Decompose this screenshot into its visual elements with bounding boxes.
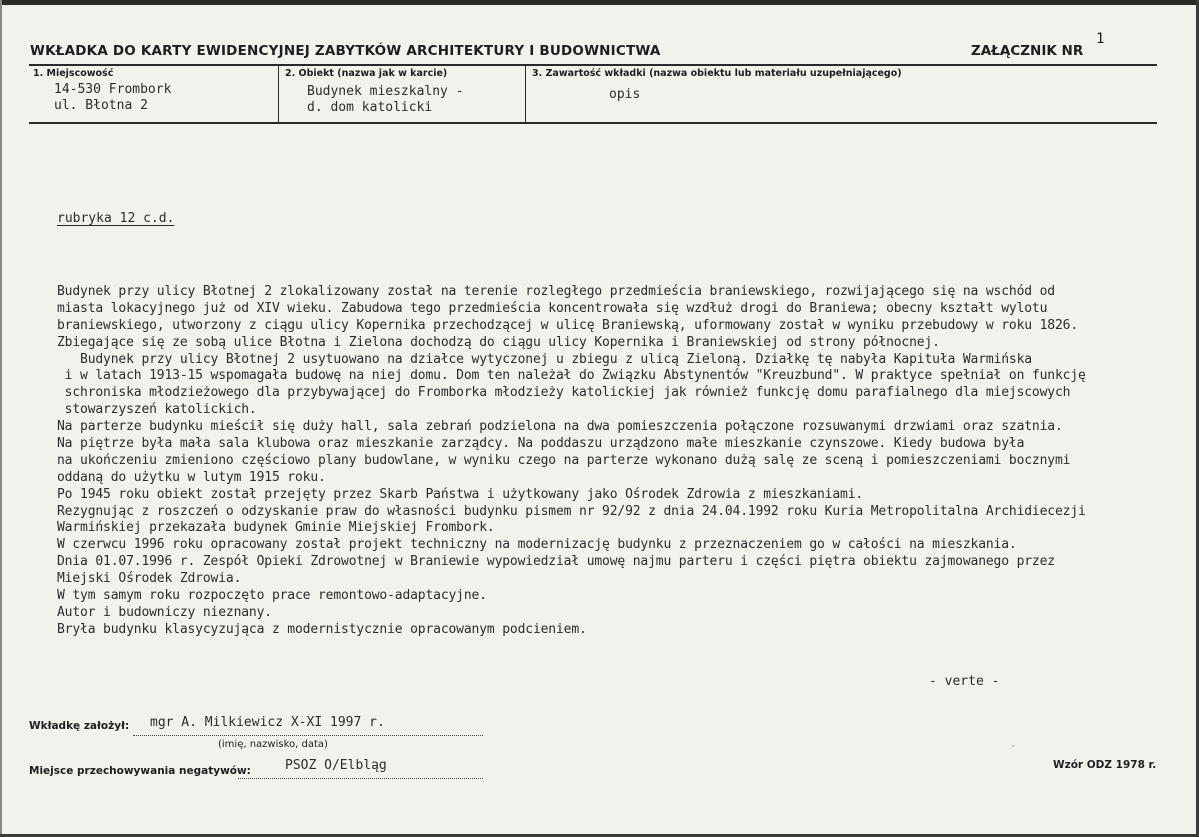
description-body — [57, 284, 1167, 639]
field-3-value-line-1: opis — [609, 87, 641, 102]
field-divider-2 — [525, 64, 526, 124]
body-line: Po 1945 roku obiekt został przejęty przez Skarb Państwa i użytkowany jako Ośrodek Zdrowia z mieszkaniami. — [57, 486, 864, 502]
form-template-label: Wzór ODZ 1978 r. — [1053, 759, 1157, 771]
body-line: i w latach 1913-15 wspomagała budowę na niej domu. Dom ten należał do Związku Abstynentów "Kreuzbund". W praktyce spełniał on funkcję — [57, 368, 1086, 384]
body-line: Autor i budowniczy nieznany. — [57, 604, 272, 620]
body-line: Warmińskiej przekazała budynek Gminie Miejskiej Frombork. — [57, 520, 495, 536]
section-heading: rubryka 12 c.d. — [57, 211, 175, 226]
scan-edge-top — [0, 0, 1199, 5]
body-line: braniewskiego, utworzony z ciągu ulicy Kopernika przechodzącej w ulicę Braniewską, uformowany został w wyniku przebudowy w roku 1826. — [57, 317, 1078, 333]
field-2-value-line-1: Budynek mieszkalny - — [307, 84, 464, 99]
made-by-dotted-line — [133, 735, 483, 736]
body-line: stowarzyszeń katolickich. — [57, 402, 257, 418]
body-line: Na piętrze była mała sala klubowa oraz mieszkanie zarządcy. Na poddaszu urządzono małe mieszkanie czynszowe. Kiedy budowa była — [57, 436, 1025, 452]
header-rule-bottom — [29, 122, 1157, 124]
body-line: Zbiegające się ze sobą ulice Błotna i Zielona dochodzą do ciągu ulicy Kopernika i Braniewskiej od strony północnej. — [57, 334, 940, 350]
body-line: miasta lokacyjnego już od XIV wieku. Zabudowa tego przedmieścia koncentrowała się wzdłuż drogi do Braniewa; obecny kształt wylotu — [57, 300, 1048, 316]
made-by-value: mgr A. Milkiewicz X-XI 1997 r. — [150, 715, 385, 730]
field-1-value-line-2: ul. Błotna 2 — [54, 98, 148, 113]
field-1-label: 1. Miejscowość — [33, 68, 114, 79]
field-3-label: 3. Zawartość wkładki (nazwa obiektu lub materiału uzupełniającego) — [532, 68, 902, 79]
attachment-number: 1 — [1096, 31, 1105, 47]
body-line: Bryła budynku klasycyzująca z modernistycznie opracowanym podcieniem. — [57, 621, 587, 637]
body-line: W tym samym roku rozpoczęto prace remontowo-adaptacyjne. — [57, 588, 487, 604]
body-line: Rezygnując z roszczeń o odzyskanie praw do własności budynku pismem nr 92/92 z dnia 24.04.1992 roku Kuria Metropolitalna Archidiecezji — [57, 503, 1086, 519]
body-line: Budynek przy ulicy Błotnej 2 zlokalizowany został na terenie rozległego przedmieścia braniewskiego, rozwijającego się na wschód od — [57, 284, 1055, 299]
form-title: WKŁADKA DO KARTY EWIDENCYJNEJ ZABYTKÓW ARCHITEKTURY I BUDOWNICTWA — [30, 43, 661, 59]
field-2-value-line-2: d. dom katolicki — [307, 100, 433, 115]
field-divider-1 — [278, 64, 279, 124]
body-line: Na parterze budynku mieścił się duży hall, sala zebrań podzielona na dwa pomieszczenia połączone rozsuwanymi drzwiami oraz szatnia. — [57, 419, 1063, 435]
made-by-hint: (imię, nazwisko, data) — [218, 739, 328, 750]
header-rule-top — [29, 64, 1157, 66]
verte-note: - verte - — [929, 674, 1000, 689]
storage-label: Miejsce przechowywania negatywów: — [29, 765, 251, 777]
field-2-label: 2. Obiekt (nazwa jak w karcie) — [285, 68, 448, 79]
body-line: W czerwcu 1996 roku opracowany został projekt techniczny na modernizację budynku z przeznaczeniem go w całości na mieszkania. — [57, 537, 1017, 553]
storage-value: PSOZ O/Elbląg — [285, 758, 387, 773]
field-1-value-line-1: 14-530 Frombork — [54, 82, 172, 97]
scan-mark: ′ — [1012, 744, 1015, 755]
made-by-label: Wkładkę założył: — [29, 720, 130, 732]
body-line: na ukończeniu zmieniono częściowo plany budowlane, w wyniku czego na parterze wykonano dużą salę ze sceną i pomieszczeniami bocznymi — [57, 452, 1071, 468]
storage-dotted-line — [238, 778, 483, 779]
body-line: Dnia 01.07.1996 r. Zespół Opieki Zdrowotnej w Braniewie wypowiedział umowę najmu parteru i części piętra obiektu zajmowanego przez — [57, 554, 1055, 570]
attachment-label: ZAŁĄCZNIK NR — [971, 43, 1084, 59]
body-line: oddaną do użytku w lutym 1915 roku. — [57, 469, 326, 485]
body-line: Budynek przy ulicy Błotnej 2 usytuowano na działce wytyczonej u zbiegu z ulicą Zieloną. Działkę tę nabyła Kapituła Warmińska — [57, 351, 1032, 367]
body-line: Miejski Ośrodek Zdrowia. — [57, 571, 242, 587]
body-line: schroniska młodzieżowego dla przybywającej do Fromborka młodzieży katolickiej jak również funkcję domu parafialnego dla miejscowych — [57, 385, 1071, 401]
scan-edge-left — [0, 0, 2, 837]
